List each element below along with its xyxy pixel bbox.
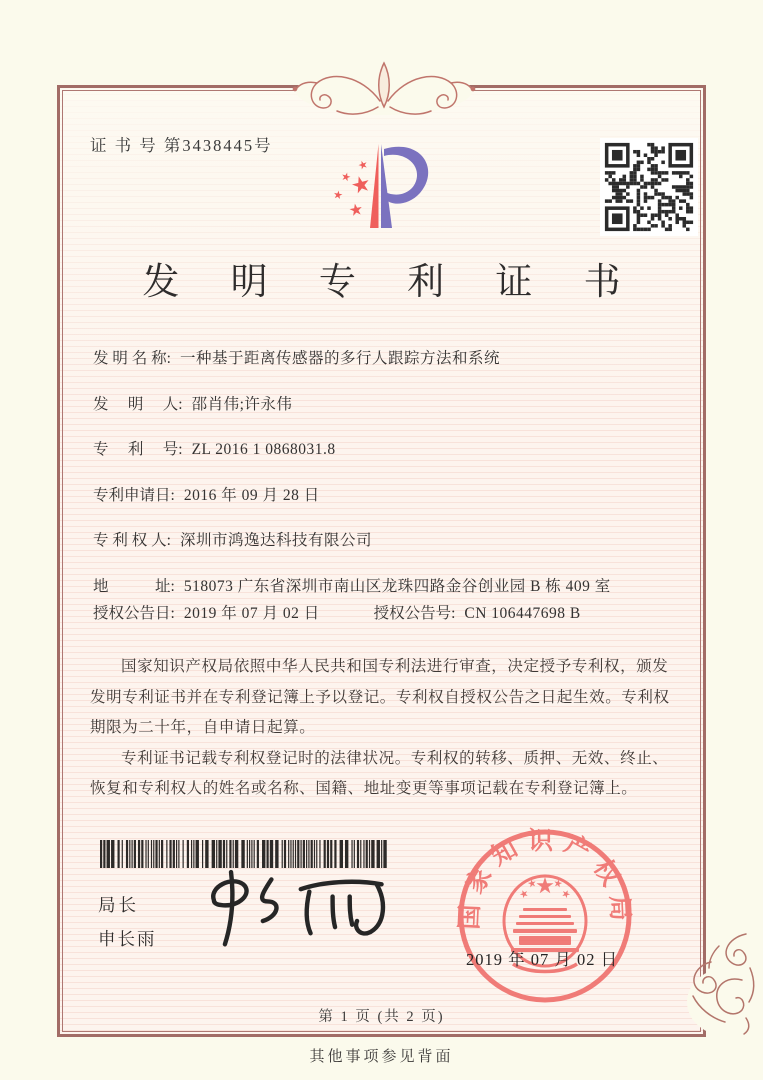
certificate-title: 发 明 专 利 证 书 <box>142 262 642 303</box>
grant-date-label: 授权公告日: <box>93 604 175 622</box>
grant-number-label: 授权公告号: <box>373 604 456 622</box>
legal-paragraph-2: 专利证书记载专利权登记时的法律状况。专利权的转移、质押、无效、终止、恢复和专利权人的姓名或名称、国籍、地址变更等事项记载在专利登记簿上。 <box>90 749 669 797</box>
seal-text: 国家知识产权局 <box>456 827 634 931</box>
grant-number-value: CN 106447698 B <box>464 604 581 622</box>
field-label: 发 明 人: <box>93 395 183 413</box>
field-address <box>93 574 693 600</box>
field-value: 518073 广东省深圳市南山区龙珠四路金谷创业园 B 栋 409 室 <box>183 577 611 595</box>
field-label: 地 址: <box>93 577 175 595</box>
field-value: 一种基于距离传感器的多行人跟踪方法和系统 <box>179 350 500 367</box>
field-invention-name <box>93 346 693 368</box>
field-value: ZL 2016 1 0868031.8 <box>191 441 336 458</box>
field-filing-date <box>93 483 693 505</box>
field-label: 专利申请日: <box>93 486 175 504</box>
corner-ornament <box>649 930 761 1036</box>
field-patentee <box>93 528 693 550</box>
certificate-number: 证 书 号 第3438445号 <box>90 136 273 155</box>
qr-code <box>600 138 698 236</box>
grant-date-value: 2019 年 07 月 02 日 <box>183 604 320 622</box>
commissioner-name: 申长雨 <box>98 929 157 949</box>
commissioner-signature <box>198 863 406 957</box>
field-grant <box>93 601 693 623</box>
back-side-note: 其他事项参见背面 <box>309 1049 454 1065</box>
field-label: 发 明 名 称: <box>93 350 171 367</box>
field-value: 深圳市鸿逸达科技有限公司 <box>179 532 372 549</box>
legal-text <box>90 652 682 805</box>
seal-date: 2019 年 07 月 02 日 <box>466 950 619 969</box>
cnipa-patent-logo-icon <box>326 135 454 241</box>
field-inventor <box>93 392 693 414</box>
field-label: 专 利 号: <box>93 441 183 458</box>
top-ornament <box>265 55 503 123</box>
page-number: 第 1 页 (共 2 页) <box>318 1009 445 1025</box>
commissioner-title: 局长 <box>98 895 139 915</box>
certificate-frame <box>57 85 706 1037</box>
legal-paragraph-1: 国家知识产权局依照中华人民共和国专利法进行审查，决定授予专利权，颁发发明专利证书并在专利登记簿上予以登记。专利权自授权公告之日起生效。专利权期限为二十年，自申请日起算。 <box>90 658 670 736</box>
field-value: 邵肖伟;许永伟 <box>191 395 293 413</box>
field-value: 2016 年 09 月 28 日 <box>183 486 320 504</box>
field-patent-number <box>93 437 693 459</box>
official-red-seal <box>453 824 638 1009</box>
field-list <box>93 346 693 646</box>
field-label: 专 利 权 人: <box>93 532 171 549</box>
